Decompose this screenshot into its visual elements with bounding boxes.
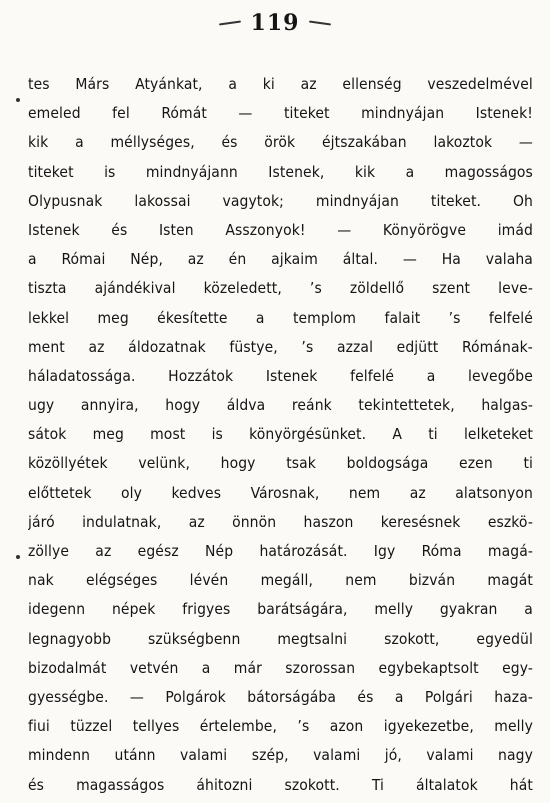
word: magasságos xyxy=(76,775,165,794)
text-line xyxy=(28,683,533,712)
word: ékesítette xyxy=(157,308,228,327)
word: és xyxy=(221,133,238,152)
word: szorossan xyxy=(285,658,356,677)
word: — xyxy=(337,220,352,239)
word: én xyxy=(228,250,247,269)
right-ornament xyxy=(309,20,331,25)
word: halgas- xyxy=(481,396,533,415)
word: a xyxy=(201,658,211,677)
word: méllységes, xyxy=(110,133,195,152)
word: népek xyxy=(111,600,156,619)
word: bizván xyxy=(408,571,456,590)
word: tiszta xyxy=(28,279,67,298)
word: általatok xyxy=(415,775,478,794)
text-line xyxy=(28,595,533,624)
word: előttetek xyxy=(28,483,92,502)
word: titeket xyxy=(283,104,330,123)
word: titeket xyxy=(28,162,74,181)
word: gyességbe. xyxy=(28,687,109,706)
word: reánk xyxy=(291,396,332,415)
word: melly xyxy=(374,600,414,619)
word: szokott, xyxy=(384,629,440,648)
word: Oh xyxy=(512,191,533,210)
text-line xyxy=(28,479,533,508)
word: a xyxy=(75,133,84,152)
word: barátságára, xyxy=(257,600,348,619)
word: Róma xyxy=(421,542,462,560)
word: áldozatnak xyxy=(128,337,206,356)
word: valami xyxy=(313,746,361,765)
word: — xyxy=(402,250,417,269)
body-text xyxy=(28,70,533,800)
word: Isten xyxy=(158,220,194,239)
word: alatsonyon xyxy=(455,483,533,502)
word: — xyxy=(129,687,144,706)
text-line xyxy=(28,274,533,303)
word: gyakran xyxy=(439,600,498,619)
word: lekkel xyxy=(28,308,70,327)
page-header xyxy=(0,10,550,36)
word: mindnyájan xyxy=(361,104,445,123)
word: Istenek, xyxy=(268,162,325,181)
word: oly xyxy=(121,483,142,502)
word: boldogsága xyxy=(346,454,429,473)
word: valaha xyxy=(485,250,533,269)
word: bizodalmát xyxy=(28,658,107,677)
word: ajkaim xyxy=(271,250,318,269)
word: annyira, xyxy=(80,396,139,415)
word: mindnyájann xyxy=(145,162,238,181)
word: örök xyxy=(264,133,296,152)
text-line xyxy=(28,70,533,99)
word: Istenek xyxy=(28,220,80,239)
word: és xyxy=(28,775,45,794)
word: ’s xyxy=(297,717,310,736)
text-line xyxy=(28,245,533,274)
word: által. xyxy=(342,250,379,269)
text-line xyxy=(28,771,533,800)
word: ti xyxy=(523,454,533,473)
word: egybekaptsolt xyxy=(378,658,479,677)
text-line xyxy=(28,420,533,449)
word: határozását. xyxy=(259,542,348,560)
word: tüzzel xyxy=(70,717,113,736)
word: — xyxy=(238,104,253,123)
text-line xyxy=(28,508,533,537)
word: Római xyxy=(61,250,106,269)
word: szokott. xyxy=(284,775,340,794)
word: igyekezetbe, xyxy=(383,717,474,736)
text-line xyxy=(28,391,533,420)
text-line xyxy=(28,537,533,566)
word: azon xyxy=(329,717,364,736)
word: eszkö- xyxy=(487,512,533,531)
word: járó xyxy=(28,512,55,531)
word: falait xyxy=(384,308,421,327)
word: Márs xyxy=(75,75,110,93)
text-line xyxy=(28,449,533,478)
word: tes xyxy=(28,75,50,93)
word: kedves xyxy=(171,483,222,502)
word: tekintettetek, xyxy=(358,396,455,415)
word: megáll, xyxy=(260,571,314,590)
word: jó, xyxy=(384,746,402,765)
word: is xyxy=(211,425,223,444)
text-line xyxy=(28,625,533,654)
word: elégséges xyxy=(86,571,158,590)
text-line xyxy=(28,158,533,187)
word: sátok xyxy=(28,425,67,444)
word: egész xyxy=(137,542,179,560)
word: az xyxy=(88,337,105,356)
word: áldva xyxy=(226,396,266,415)
word: magá- xyxy=(487,542,533,560)
word: haszon xyxy=(303,512,354,531)
text-line xyxy=(28,216,533,245)
word: Istenek! xyxy=(475,104,533,123)
word: önnön xyxy=(232,512,277,531)
margin-speck xyxy=(16,555,20,559)
word: Könyörögve xyxy=(382,220,467,239)
word: értelembe, xyxy=(199,717,278,736)
text-line xyxy=(28,654,533,683)
word: éjtszakában xyxy=(321,133,407,152)
word: meg xyxy=(92,425,124,444)
word: lakoztok xyxy=(433,133,493,152)
margin-speck xyxy=(16,98,20,102)
word: Nép, xyxy=(130,250,163,269)
word: zöldellő xyxy=(349,279,405,298)
word: a xyxy=(426,366,436,385)
word: fel xyxy=(112,104,130,123)
word: lévén xyxy=(189,571,229,590)
word: nem xyxy=(345,571,377,590)
text-line xyxy=(28,712,533,741)
word: az xyxy=(409,483,426,502)
word: füstye, xyxy=(229,337,278,356)
word: a xyxy=(228,75,237,93)
word: hogy xyxy=(220,454,256,473)
word: Ha xyxy=(441,250,461,269)
word: Atyánkat, xyxy=(135,75,203,93)
word: Olypusnak xyxy=(28,191,103,210)
text-line xyxy=(28,99,533,128)
word: Polgárok xyxy=(165,687,226,706)
word: legnagyobb xyxy=(28,629,112,648)
word: levegőbe xyxy=(468,366,533,385)
word: Ti xyxy=(371,775,384,794)
text-line xyxy=(28,741,533,770)
word: Hozzátok xyxy=(168,366,234,385)
word: az xyxy=(188,512,205,531)
word: a xyxy=(394,687,404,706)
word: ment xyxy=(28,337,65,356)
text-line xyxy=(28,333,533,362)
word: könyörgésünket. xyxy=(249,425,367,444)
word: zöllye xyxy=(28,542,70,560)
word: imád xyxy=(497,220,533,239)
word: felfelé xyxy=(350,366,395,385)
word: Asszonyok! xyxy=(225,220,306,239)
word: Nép xyxy=(205,542,234,560)
text-line xyxy=(28,304,533,333)
word: ellenség xyxy=(342,75,402,93)
word: tsak xyxy=(286,454,316,473)
word: a xyxy=(524,600,533,619)
page-number: 119 xyxy=(250,10,300,36)
word: Istenek xyxy=(265,366,318,385)
word: háladatossága. xyxy=(28,366,136,385)
word: veszedelmével xyxy=(427,75,533,93)
word: a xyxy=(255,308,265,327)
word: A xyxy=(392,425,402,444)
word: és xyxy=(111,220,128,239)
word: közeledett, xyxy=(203,279,282,298)
word: tellyes xyxy=(132,717,180,736)
word: bátorságába xyxy=(247,687,337,706)
word: magosságos xyxy=(444,162,533,181)
word: keresésnek xyxy=(380,512,461,531)
word: hogy xyxy=(165,396,201,415)
word: ’s xyxy=(301,337,314,356)
word: hát xyxy=(509,775,533,794)
word: idegenn xyxy=(28,600,86,619)
word: Rómát xyxy=(161,104,207,123)
word: emeled xyxy=(28,104,81,123)
word: Rómának- xyxy=(461,337,533,356)
word: lelketeket xyxy=(463,425,533,444)
word: megtsalni xyxy=(277,629,348,648)
word: közöllyétek xyxy=(28,454,108,473)
word: leve- xyxy=(498,279,533,298)
word: vagytok; xyxy=(222,191,284,210)
word: ezen xyxy=(459,454,493,473)
word: áhitozni xyxy=(196,775,253,794)
word: szép, xyxy=(251,746,289,765)
word: szent xyxy=(432,279,471,298)
word: az xyxy=(300,75,317,93)
word: valami xyxy=(180,746,228,765)
word: ’s xyxy=(309,279,322,298)
word: templom xyxy=(292,308,357,327)
word: Polgári xyxy=(424,687,473,706)
word: nak xyxy=(28,571,54,590)
word: magát xyxy=(487,571,533,590)
word: ajándékival xyxy=(94,279,176,298)
word: kik xyxy=(28,133,49,152)
word: és xyxy=(357,687,374,706)
word: kik xyxy=(354,162,376,181)
word: ’s xyxy=(448,308,461,327)
left-ornament xyxy=(218,20,240,25)
word: valami xyxy=(426,746,474,765)
word: indulatnak, xyxy=(82,512,162,531)
word: frigyes xyxy=(182,600,231,619)
word: ki xyxy=(262,75,275,93)
word: most xyxy=(150,425,186,444)
word: Városnak, xyxy=(250,483,320,502)
word: haza- xyxy=(494,687,533,706)
word: a xyxy=(405,162,415,181)
word: Igy xyxy=(373,542,396,560)
word: felfelé xyxy=(488,308,533,327)
word: utánn xyxy=(114,746,156,765)
word: mindenn xyxy=(28,746,91,765)
word: már xyxy=(233,658,262,677)
text-line xyxy=(28,187,533,216)
word: vetvén xyxy=(129,658,179,677)
text-line xyxy=(28,128,533,157)
word: szükségbenn xyxy=(148,629,241,648)
word: meg xyxy=(97,308,129,327)
word: mindnyájan xyxy=(315,191,399,210)
word: is xyxy=(104,162,116,181)
word: nagy xyxy=(498,746,533,765)
word: lakossai xyxy=(134,191,191,210)
word: — xyxy=(518,133,533,152)
word: nem xyxy=(348,483,381,502)
word: titeket. xyxy=(430,191,482,210)
word: azzal xyxy=(336,337,374,356)
word: egy- xyxy=(502,658,533,677)
word: fiui xyxy=(28,717,50,736)
word: az xyxy=(95,542,112,560)
word: egyedül xyxy=(476,629,533,648)
word: ugy xyxy=(28,396,55,415)
word: edjütt xyxy=(396,337,439,356)
word: a xyxy=(28,250,37,269)
word: melly xyxy=(494,717,533,736)
text-line xyxy=(28,362,533,391)
text-line xyxy=(28,566,533,595)
word: ti xyxy=(428,425,438,444)
word: velünk, xyxy=(138,454,190,473)
word: az xyxy=(187,250,204,269)
